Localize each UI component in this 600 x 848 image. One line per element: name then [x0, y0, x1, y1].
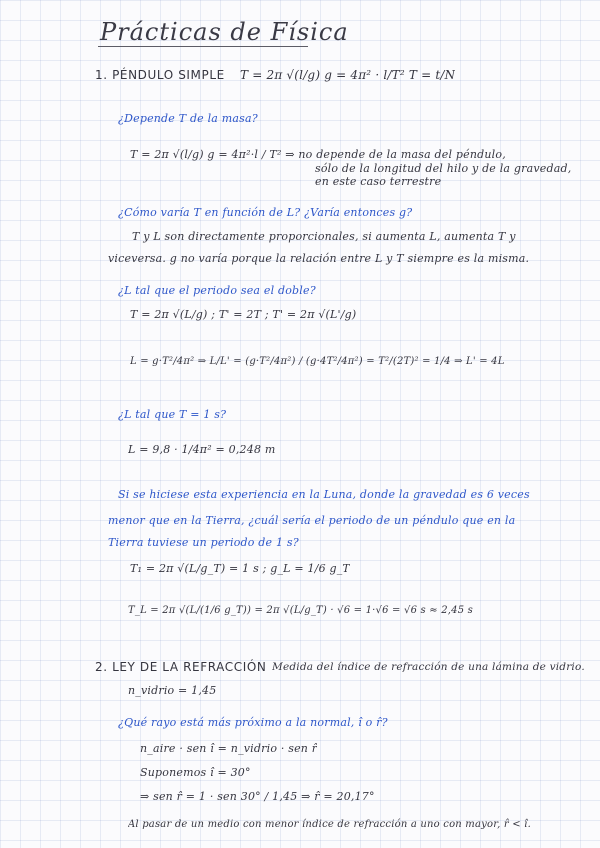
title-underline — [98, 46, 308, 47]
answer-line: Suponemos î = 30° — [140, 766, 251, 779]
answer-line: n_aire · sen î = n_vidrio · sen r̂ — [140, 742, 318, 755]
section-2-heading: 2. LEY DE LA REFRACCIÓN — [95, 660, 267, 674]
answer-line: en este caso terrestre — [315, 175, 442, 188]
answer-line: L = 9,8 · 1/4π² = 0,248 m — [128, 443, 276, 456]
answer-line: ⇒ sen r̂ = 1 · sen 30° / 1,45 ⇒ r̂ = 20,17° — [140, 790, 375, 803]
section-2-intro: Medida del índice de refracción de una lámina de vidrio. — [272, 661, 585, 673]
question-moon: Si se hiciese esta experiencia en la Luna, donde la gravedad es 6 veces — [118, 488, 530, 501]
question-double-period: ¿L tal que el periodo sea el doble? — [118, 284, 316, 297]
section-1-formulas: T = 2π √(l/g) g = 4π² · l/T² T = t/N — [240, 68, 456, 82]
section-1-heading: 1. PÉNDULO SIMPLE — [95, 68, 225, 82]
page-title: Prácticas de Física — [100, 18, 349, 46]
question-moon-cont: menor que en la Tierra, ¿cuál sería el periodo de un péndulo que en la — [108, 514, 516, 527]
answer-line: viceversa. g no varía porque la relación entre L y T siempre es la misma. — [108, 252, 530, 265]
question-moon-cont: Tierra tuviese un periodo de 1 s? — [108, 536, 299, 549]
answer-line: T = 2π √(L/g) ; T' = 2T ; T' = 2π √(L'/g) — [130, 308, 357, 321]
question-normal: ¿Qué rayo está más próximo a la normal, î o r̂? — [118, 716, 388, 729]
answer-line: T₁ = 2π √(L/g_T) = 1 s ; g_L = 1/6 g_T — [130, 562, 350, 575]
question-one-second: ¿L tal que T = 1 s? — [118, 408, 227, 421]
question-length: ¿Cómo varía T en función de L? ¿Varía entonces g? — [118, 206, 413, 219]
answer-line: Al pasar de un medio con menor índice de refracción a uno con mayor, r̂ < î. — [128, 819, 531, 830]
question-mass: ¿Depende T de la masa? — [118, 112, 258, 125]
answer-line: T_L = 2π √(L/(1/6 g_T)) = 2π √(L/g_T) · √6 = 1·√6 = √6 s ≈ 2,45 s — [128, 605, 473, 616]
refraction-index: n_vidrio = 1,45 — [128, 684, 217, 697]
answer-line: sólo de la longitud del hilo y de la gravedad, — [315, 162, 572, 175]
answer-line: T = 2π √(l/g) g = 4π²·l / T² ⇒ no depende de la masa del péndulo, — [130, 148, 506, 161]
answer-line: L = g·T²/4π² ⇒ L/L' = (g·T²/4π²) / (g·4T²/4π²) = T²/(2T)² = 1/4 ⇒ L' = 4L — [130, 356, 505, 367]
answer-line: T y L son directamente proporcionales, si aumenta L, aumenta T y — [132, 230, 516, 243]
